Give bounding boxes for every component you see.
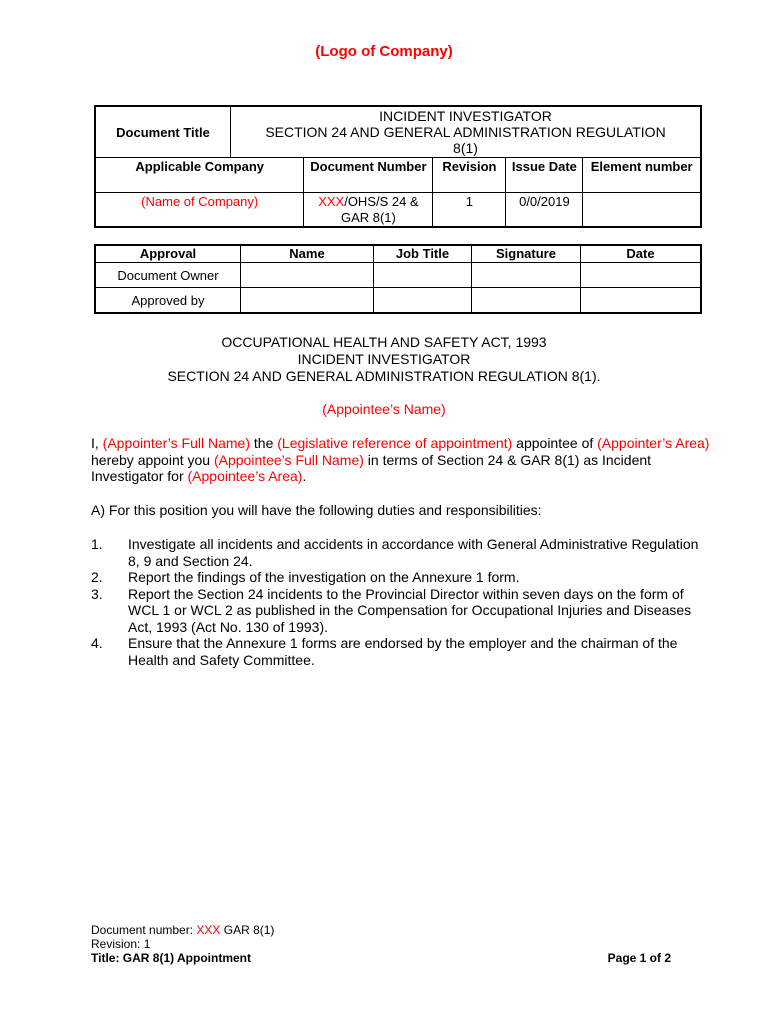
footer-doc-rest: GAR 8(1) <box>220 923 275 937</box>
page-number: Page 1 of 2 <box>607 951 671 965</box>
list-item <box>91 635 711 668</box>
intro-text: the <box>250 435 278 451</box>
document-number-prefix: XXX <box>318 194 345 209</box>
document-number-header: Document Number <box>304 158 433 193</box>
legislative-reference: (Legislative reference of appointment) <box>277 435 513 451</box>
footer-title: Title: GAR 8(1) Appointment <box>91 951 251 965</box>
appointee-full-name: (Appointee’s Full Name) <box>213 451 364 468</box>
appointee-area: (Appointee’s Area) <box>187 468 303 484</box>
duties-intro: A) For this position you will have the following duties and responsibilities: <box>91 502 542 518</box>
list-text: Report the findings of the investigation on the Annexure 1 form. <box>128 569 520 585</box>
footer-label: Document number: <box>91 923 197 937</box>
date-header: Date <box>581 245 702 263</box>
heading-line: SECTION 24 AND GENERAL ADMINISTRATION REGULATION 8(1). <box>167 368 601 384</box>
list-text: Report the Section 24 incidents to the Provincial Director within seven days on the form of WCL 1 or WCL 2 as published in the Compensation for Occupational Injuries and Diseases Act, 1993 (Act No. 130 of 1993). <box>128 585 692 635</box>
list-item <box>91 569 711 586</box>
heading-line: OCCUPATIONAL HEALTH AND SAFETY ACT, 1993 <box>221 334 547 350</box>
list-number: 2. <box>91 569 103 585</box>
approver-name-cell <box>241 288 374 314</box>
signature-header: Signature <box>472 245 581 263</box>
issue-date-value: 0/0/2019 <box>506 193 583 228</box>
approver-job-title-cell <box>374 288 472 314</box>
issue-date-header: Issue Date <box>506 158 583 193</box>
page-footer <box>91 923 671 965</box>
company-name-value: (Name of Company) <box>95 193 304 228</box>
intro-text: I, <box>91 435 103 451</box>
list-number: 1. <box>91 536 103 552</box>
document-number-value <box>304 193 433 228</box>
owner-job-title-cell <box>374 263 472 288</box>
document-number-rest: /OHS/S 24 & GAR 8(1) <box>340 194 419 225</box>
owner-name-cell <box>241 263 374 288</box>
approval-header: Approval <box>95 245 241 263</box>
approver-signature-cell <box>472 288 581 314</box>
list-number: 3. <box>91 585 103 602</box>
owner-signature-cell <box>472 263 581 288</box>
document-owner-label: Document Owner <box>95 263 241 288</box>
owner-date-cell <box>581 263 702 288</box>
intro-text: . <box>302 468 307 484</box>
footer-doc-prefix: XXX <box>196 923 221 937</box>
footer-document-number <box>91 923 671 937</box>
element-number-value <box>583 193 701 228</box>
appointer-area: (Appointer’s Area) <box>597 435 710 451</box>
appointee-name: (Appointee’s Name) <box>322 401 446 417</box>
intro-text: in terms of Section 24 & GAR 8(1) as Incident Investigator for <box>91 451 652 484</box>
intro-text: hereby appoint you <box>91 451 214 468</box>
list-number: 4. <box>91 635 103 651</box>
document-title-line: SECTION 24 AND GENERAL ADMINISTRATION REGULATION <box>265 124 666 140</box>
appointer-full-name: (Appointer’s Full Name) <box>102 435 250 451</box>
list-item <box>91 536 711 569</box>
footer-title-row <box>91 951 671 965</box>
act-heading <box>0 334 768 385</box>
name-header: Name <box>241 245 374 263</box>
approved-by-label: Approved by <box>95 288 241 314</box>
applicable-company-header: Applicable Company <box>95 158 304 193</box>
revision-value: 1 <box>433 193 506 228</box>
logo-placeholder: (Logo of Company) <box>315 43 453 60</box>
appointment-paragraph <box>91 435 711 485</box>
revision-header: Revision <box>433 158 506 193</box>
heading-line: INCIDENT INVESTIGATOR <box>297 351 471 367</box>
list-item <box>91 586 711 636</box>
approval-table <box>94 244 702 314</box>
list-text: Ensure that the Annexure 1 forms are endorsed by the employer and the chairman of the Health and Safety Committee. <box>128 635 678 668</box>
document-title-label: Document Title <box>95 106 231 158</box>
footer-revision: Revision: 1 <box>91 937 151 951</box>
document-title-line: 8(1) <box>453 140 478 156</box>
intro-text: appointee of <box>512 435 598 451</box>
element-number-header: Element number <box>583 158 701 193</box>
list-text: Investigate all incidents and accidents in accordance with General Administrative Regulation 8, 9 and Section 24. <box>128 536 699 569</box>
document-title-value <box>231 106 702 158</box>
document-header-table <box>94 105 702 228</box>
duties-list <box>91 536 711 668</box>
job-title-header: Job Title <box>374 245 472 263</box>
approver-date-cell <box>581 288 702 314</box>
document-title-line: INCIDENT INVESTIGATOR <box>379 108 552 124</box>
